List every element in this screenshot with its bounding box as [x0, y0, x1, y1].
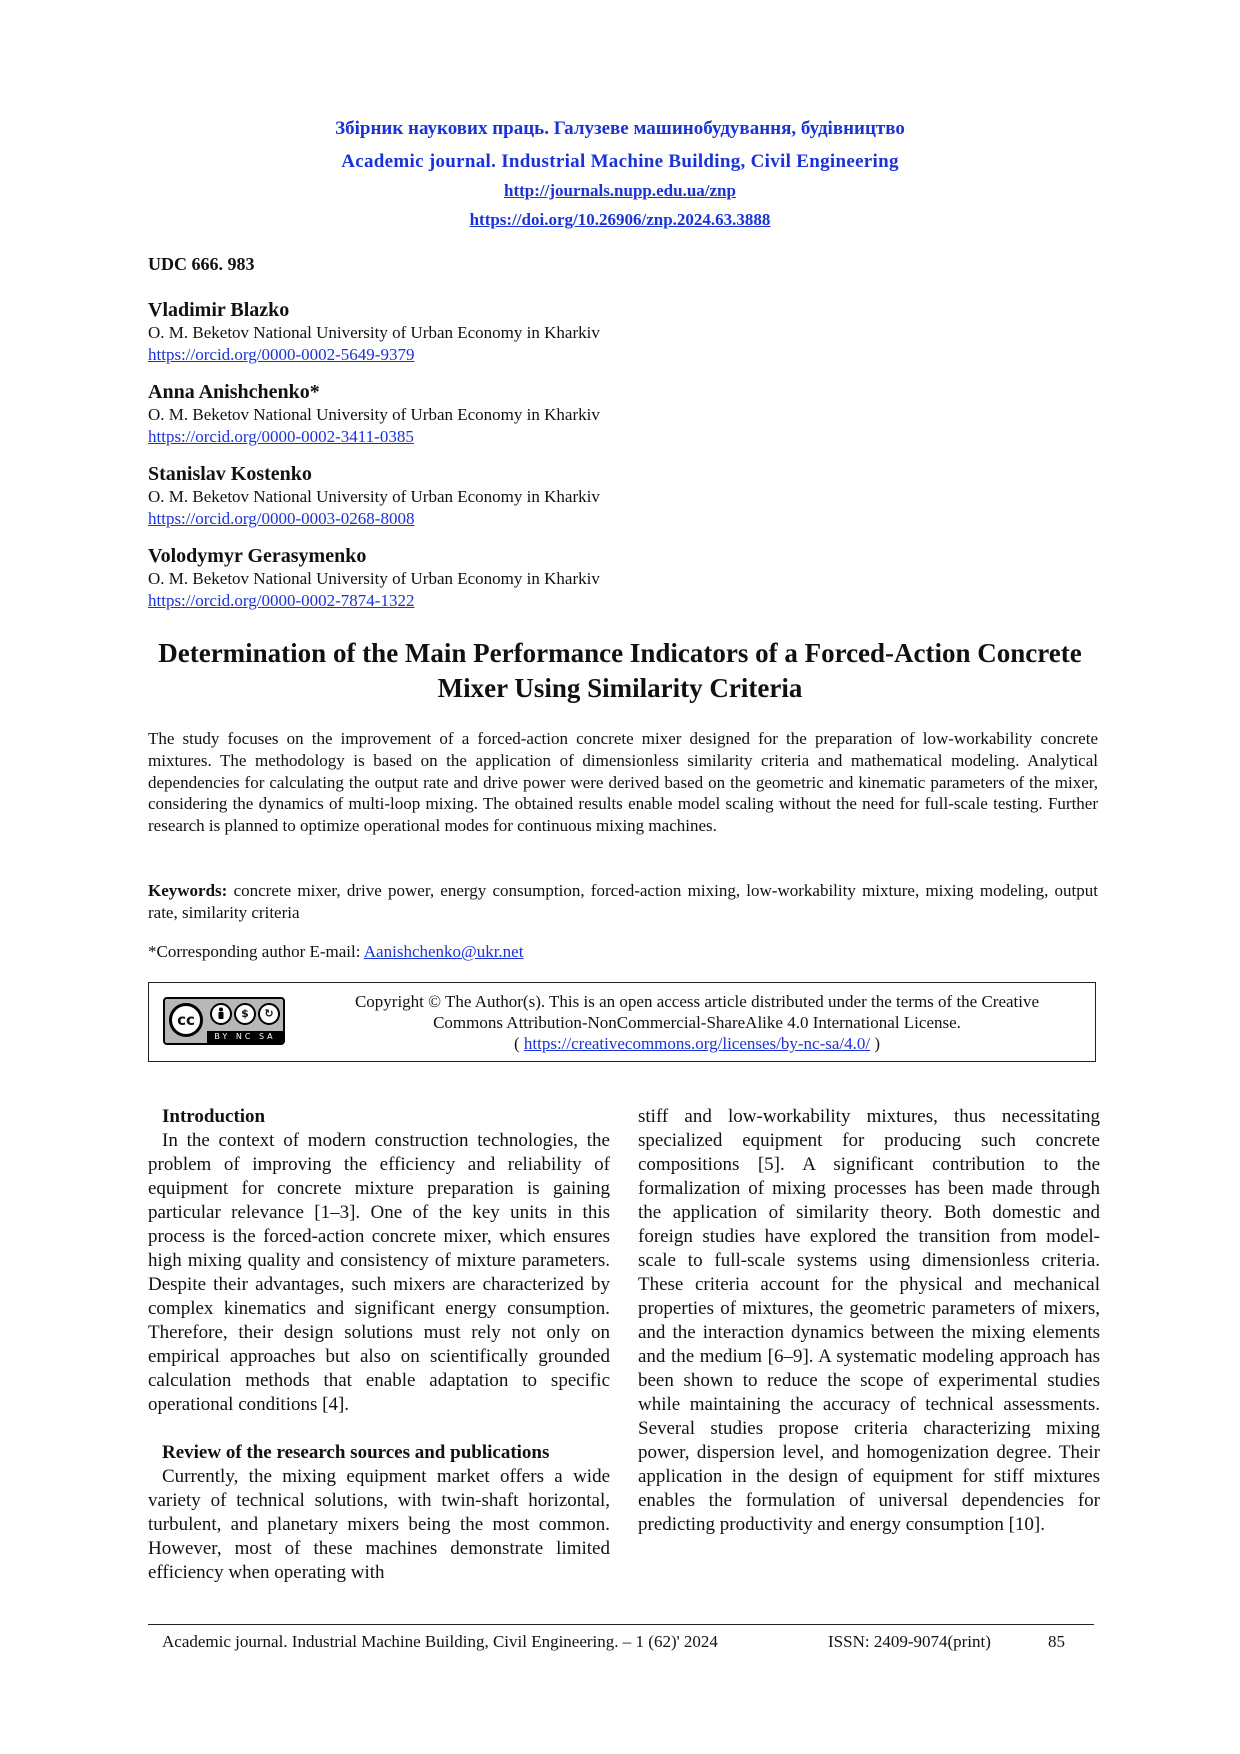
- author-affiliation: O. M. Beketov National University of Urban Economy in Kharkiv: [148, 323, 600, 342]
- doi-link[interactable]: https://doi.org/10.26906/znp.2024.63.3888: [469, 210, 771, 229]
- orcid-link[interactable]: https://orcid.org/0000-0002-7874-1322: [148, 591, 415, 610]
- license-box: [148, 982, 1096, 1062]
- author-block: [148, 298, 948, 366]
- page-number: 85: [1048, 1632, 1065, 1651]
- footer-divider: [148, 1624, 1094, 1625]
- author-name: Stanislav Kostenko: [148, 463, 312, 485]
- footer-journal: Academic journal. Industrial Machine Building, Civil Engineering. – 1 (62)' 2024: [162, 1632, 718, 1651]
- email-link[interactable]: Aanishchenko@ukr.net: [363, 942, 524, 961]
- footer-issn: ISSN: 2409-9074(print): [828, 1632, 991, 1651]
- left-column: [148, 1105, 610, 1585]
- section-heading-review: Review of the research sources and publications: [162, 1442, 550, 1463]
- keywords-label: Keywords:: [148, 881, 228, 900]
- author-name: Vladimir Blazko: [148, 299, 290, 321]
- orcid-link[interactable]: https://orcid.org/0000-0002-5649-9379: [148, 345, 415, 364]
- introduction-paragraph: In the context of modern construction technologies, the problem of improving the efficiency and reliability of equipment for concrete mixture preparation is gaining particular relevance [1–3]. One of the key units in this process is the forced-action concrete mixer, which ensures high mixing quality and consistency of mixture parameters. Despite their advantages, such mixers are characterized by complex kinematics and significant energy consumption. Therefore, their design solutions must rely not only on empirical approaches but also on scientifically grounded calculation methods that enable adaptation to specific operational conditions [4].: [148, 1130, 610, 1415]
- udc-code: UDC 666. 983: [148, 254, 255, 274]
- author-name: Volodymyr Gerasymenko: [148, 545, 367, 567]
- author-block: [148, 380, 948, 448]
- keywords-text: concrete mixer, drive power, energy consumption, forced-action mixing, low-workability mixture, mixing modeling, output rate, similarity criteria: [148, 881, 1099, 922]
- keywords: [148, 880, 1098, 924]
- section-heading-introduction: Introduction: [162, 1106, 266, 1127]
- by-icon: [210, 1003, 232, 1025]
- author-name: Anna Anishchenko*: [148, 381, 320, 403]
- orcid-link[interactable]: https://orcid.org/0000-0002-3411-0385: [148, 427, 414, 446]
- license-line-3: ( https://creativecommons.org/licenses/by-nc-sa/4.0/ ): [513, 1034, 881, 1053]
- license-text: [309, 991, 1085, 1054]
- journal-title-ua: Збірник наукових праць. Галузеве машинобудування, будівництво: [335, 118, 905, 139]
- author-affiliation: O. M. Beketov National University of Urban Economy in Kharkiv: [148, 487, 600, 506]
- license-line-2: Commons Attribution-NonCommercial-ShareAlike 4.0 International License.: [433, 1013, 961, 1032]
- author-block: [148, 462, 948, 530]
- license-line-1: Copyright © The Author(s). This is an open access article distributed under the terms of the Creative: [354, 992, 1040, 1011]
- nc-icon: $: [234, 1003, 256, 1025]
- review-paragraph-continued: stiff and low-workability mixtures, thus necessitating specialized equipment for producing such concrete compositions [5]. A significant contribution to the formalization of mixing processes has been made through the application of similarity theory. Both domestic and foreign studies have explored the transition from model-scale to full-scale systems using dimensionless criteria. These criteria account for the physical and mechanical properties of mixtures, the geometric parameters of mixers, and the interaction dynamics between the mixing elements and the medium [6–9]. A systematic modeling approach has been shown to reduce the scope of experimental studies while maintaining the accuracy of technical assessments. Several studies propose criteria characterizing mixing power, dispersion level, and homogenization degree. Their application in the design of equipment for stiff mixtures enables the formulation of universal dependencies for predicting productivity and energy consumption [10].: [638, 1106, 1100, 1535]
- sa-icon: ↻: [258, 1003, 280, 1025]
- author-block: [148, 544, 948, 612]
- license-url-link[interactable]: https://creativecommons.org/licenses/by-nc-sa/4.0/: [523, 1034, 871, 1053]
- right-column: [638, 1105, 1100, 1537]
- journal-url-link[interactable]: http://journals.nupp.edu.ua/znp: [504, 181, 736, 200]
- abstract: The study focuses on the improvement of a forced-action concrete mixer designed for the preparation of low-workability concrete mixtures. The methodology is based on the application of dimensionless similarity criteria and mathematical modeling. Analytical dependencies for calculating the output rate and drive power were derived based on the geometric and kinematic parameters of the mixer, considering the dynamics of multi-loop mixing. The obtained results enable model scaling without the need for full-scale testing. Further research is planned to optimize operational modes for continuous mixing machines.: [148, 729, 1098, 836]
- review-paragraph-start: Currently, the mixing equipment market offers a wide variety of technical solutions, with twin-shaft horizontal, turbulent, and planetary mixers being the most common. However, most of these machines demonstrate limited efficiency when operating with: [148, 1466, 610, 1583]
- journal-title-en: Academic journal. Industrial Machine Building, Civil Engineering: [341, 151, 899, 172]
- author-affiliation: O. M. Beketov National University of Urban Economy in Kharkiv: [148, 569, 600, 588]
- corresponding-label: *Corresponding author E-mail:: [148, 942, 361, 961]
- corresponding-author: [148, 942, 523, 962]
- article-title: Determination of the Main Performance Indicators of a Forced-Action Concrete Mixer Using Similarity Criteria: [158, 638, 1082, 703]
- orcid-link[interactable]: https://orcid.org/0000-0003-0268-8008: [148, 509, 415, 528]
- cc-logo-icon: cc: [169, 1003, 203, 1037]
- author-affiliation: O. M. Beketov National University of Urban Economy in Kharkiv: [148, 405, 600, 424]
- cc-badge-strip: BY NC SA: [207, 1031, 283, 1043]
- cc-by-nc-sa-icon[interactable]: [163, 997, 285, 1045]
